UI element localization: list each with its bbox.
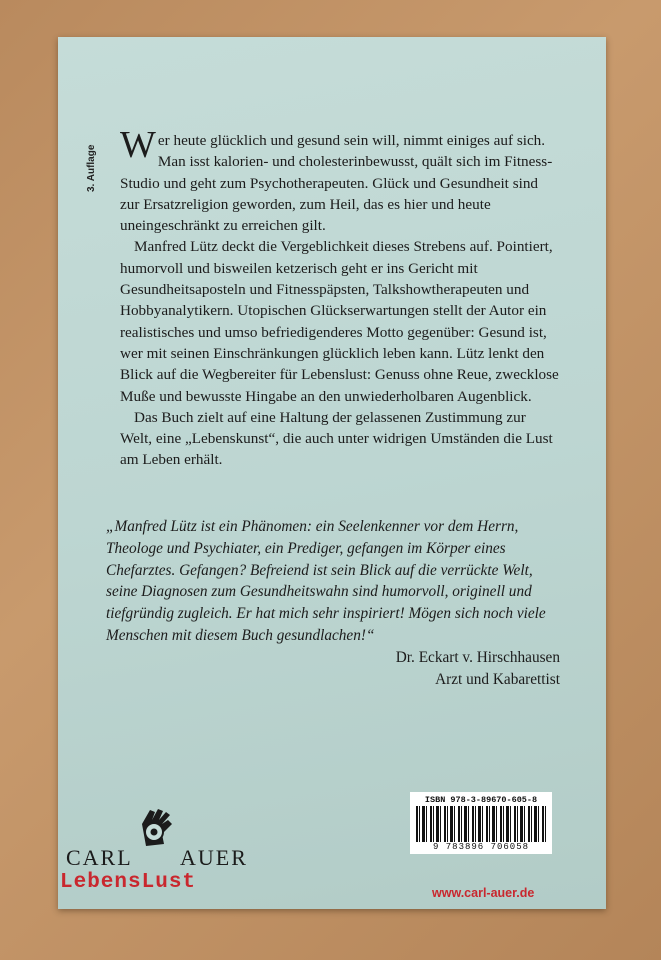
quote-author-role: Arzt und Kabarettist: [435, 671, 560, 688]
publisher-logo-icon: [128, 806, 180, 854]
barcode: [410, 792, 552, 854]
publisher-name-carl: CARL: [66, 845, 133, 870]
quote-author: Dr. Eckart v. Hirschhausen: [395, 649, 560, 666]
publisher-url: www.carl-auer.de: [432, 886, 535, 900]
blurb-paragraph-2: Manfred Lütz deckt die Vergeblichkeit dieses Strebens auf. Pointiert, humorvoll und bisweilen ketzerisch geht er ins Gericht mit Gesundheitsaposteln und Fitnesspäpsten, Talkshowtherapeuten und Hobbyanalytikern. Utopischen Glückserwartungen stellt der Autor ein realistisches und umso befriedigenderes Motto gegenüber: Gesund ist, wer mit seinen Einschränkungen glücklich leben kann. Lütz lenkt den Blick auf die Wegbereiter für Lebenslust: Genuss ohne Reue, zwecklose Muße und bewusste Hingabe an den unwiederholbaren Augenblick.: [120, 238, 559, 405]
ean-number: 9 783896 706058: [432, 842, 529, 852]
endorsement-quote: „Manfred Lütz ist ein Phänomen: ein Seelenkenner vor dem Herrn, Theologe und Psychiater, ein Prediger, gefangen im Körper eines Chefarztes. Gefangen? Befreiend ist sein Blick auf die verrückte Welt, seine Diagnosen zum Gesundheitswahn sind humorvoll, originell und tiefgründig zugleich. Er hat mich sehr inspiriert! Mögen sich noch viele Menschen mit diesem Buch gesundlachen!“: [106, 518, 546, 644]
publisher-name-auer: AUER: [180, 845, 248, 870]
dropcap: W: [120, 124, 156, 166]
barcode-bars-icon: [416, 806, 546, 842]
series-name: LebensLust: [60, 871, 197, 894]
blurb-text: [120, 124, 560, 471]
edition-label: 3. Auflage: [86, 144, 97, 192]
isbn-text: ISBN 978-3-89670-605-8: [424, 795, 538, 805]
blurb-paragraph-3: Das Buch zielt auf eine Haltung der gelassenen Zustimmung zur Welt, eine „Lebenskunst“, die auch unter widrigen Umständen die Lust am Leben erhält.: [120, 408, 553, 469]
blurb-paragraph-1: W er heute glücklich und gesund sein will, nimmt einiges auf sich. Man isst kalorien- und cholesterinbewusst, quält sich im Fitness-Studio und geht zum Psychotherapeuten. Glück und Gesundheit sind zur Ersatzreligion geworden, zum Heil, das es hier und heute uneingeschränkt zu erreichen gilt.: [120, 124, 553, 235]
